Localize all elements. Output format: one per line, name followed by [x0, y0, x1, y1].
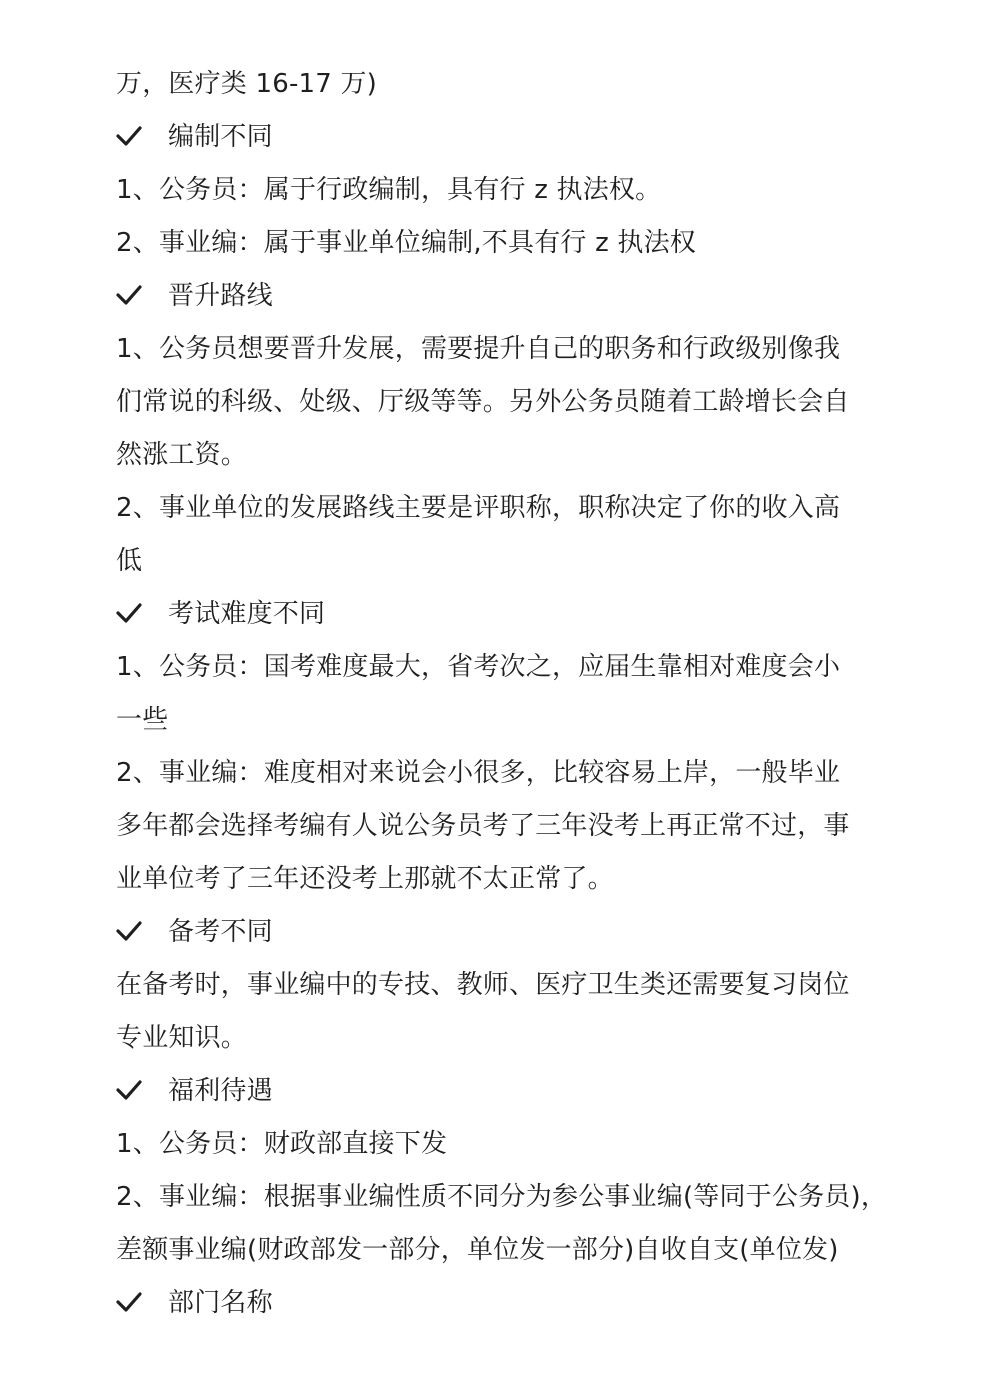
paragraph-line: 多年都会选择考编有人说公务员考了三年没考上再正常不过，事 [116, 811, 850, 841]
section-heading [116, 1065, 988, 1118]
section-heading-text: 编制不同 [168, 122, 273, 152]
paragraph-line: 差额事业编(财政部发一部分，单位发一部分)自收自支(单位发) [116, 1235, 839, 1265]
section-heading-text: 考试难度不同 [168, 599, 326, 629]
check-icon [116, 602, 142, 624]
section-heading-text: 晋升路线 [168, 281, 273, 311]
section-heading [116, 111, 988, 164]
paragraph-line: 在备考时，事业编中的专技、教师、医疗卫生类还需要复习岗位 [116, 970, 850, 1000]
paragraph-line: 专业知识。 [116, 1023, 248, 1053]
paragraph-line: 2、事业编：难度相对来说会小很多，比较容易上岸，一般毕业 [116, 758, 841, 788]
paragraph-line: 1、公务员：国考难度最大，省考次之，应届生靠相对难度会小 [116, 652, 841, 682]
section-heading [116, 270, 988, 323]
section-heading [116, 588, 988, 641]
section-heading-text: 备考不同 [168, 917, 273, 947]
check-icon [116, 920, 142, 942]
paragraph-line: 2、事业编：根据事业编性质不同分为参公事业编(等同于公务员)， [116, 1182, 888, 1212]
section-heading-text: 福利待遇 [168, 1076, 273, 1106]
check-icon [116, 1079, 142, 1101]
paragraph-line: 们常说的科级、处级、厅级等等。另外公务员随着工龄增长会自 [116, 387, 850, 417]
paragraph-line: 1、公务员：财政部直接下发 [116, 1129, 448, 1159]
paragraph-line: 一些 [116, 705, 169, 735]
check-icon [116, 125, 142, 147]
check-icon [116, 284, 142, 306]
section-heading [116, 906, 988, 959]
paragraph-line: 2、事业单位的发展路线主要是评职称，职称决定了你的收入高 [116, 493, 841, 523]
section-heading-text: 部门名称 [168, 1288, 273, 1318]
paragraph-line: 业单位考了三年还没考上那就不太正常了。 [116, 864, 614, 894]
paragraph-line: 1、公务员想要晋升发展，需要提升自己的职务和行政级别像我 [116, 334, 841, 364]
check-icon [116, 1291, 142, 1313]
paragraph-line: 然涨工资。 [116, 440, 248, 470]
paragraph-line: 万，医疗类 16-17 万) [116, 69, 378, 99]
paragraph-line: 低 [116, 546, 143, 576]
section-heading [116, 1277, 988, 1330]
paragraph-line: 1、公务员：属于行政编制，具有行 z 执法权。 [116, 175, 662, 205]
paragraph-line: 2、事业编：属于事业单位编制,不具有行 z 执法权 [116, 228, 696, 258]
